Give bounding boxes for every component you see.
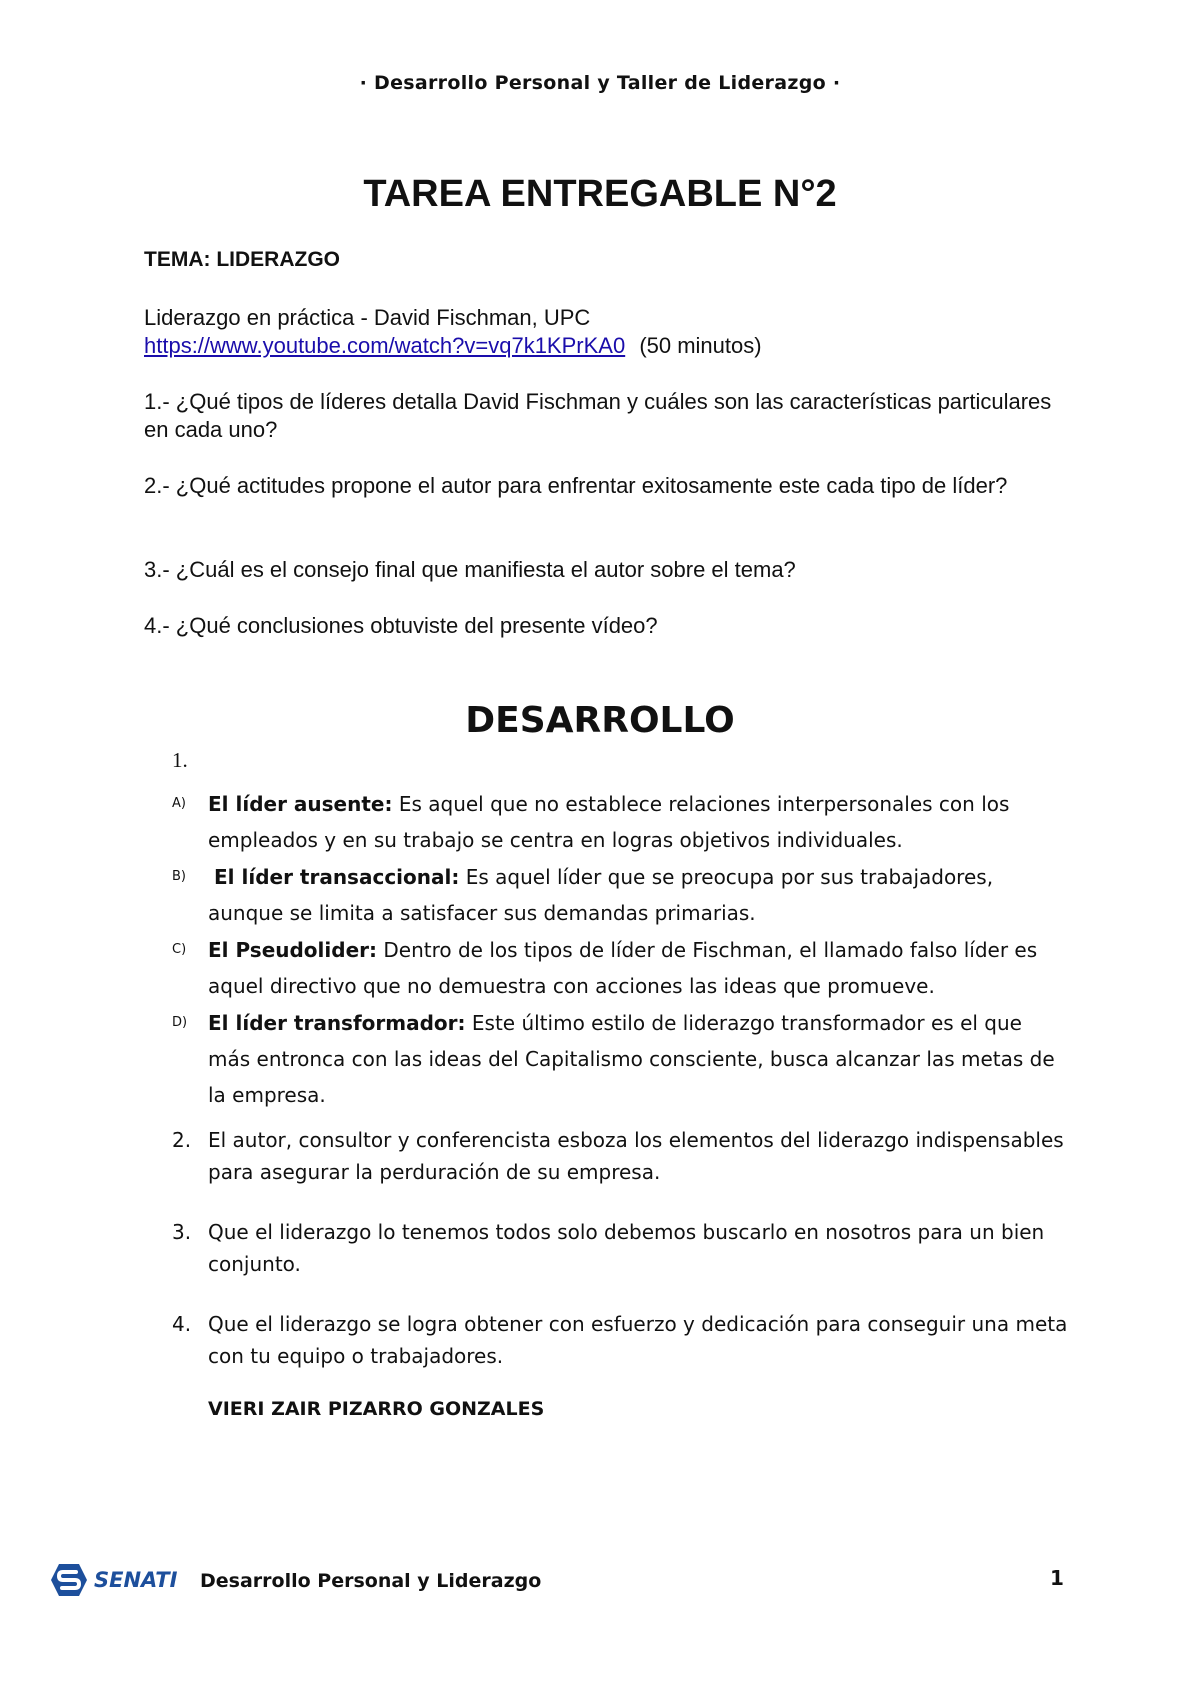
answer-number: 2. [172,1128,192,1152]
leader-item-d [172,1005,1072,1113]
leader-name: El líder transaccional: [214,865,460,889]
question-1: 1.- ¿Qué tipos de líderes detalla David Fischman y cuáles son las características particulares en cada uno? [144,389,1052,442]
answer-text: Que el liderazgo se logra obtener con esfuerzo y dedicación para conseguir una meta con tu equipo o trabajadores. [208,1312,1068,1368]
answer-number: 4. [172,1312,192,1336]
leader-name: El líder ausente: [208,792,393,816]
question-3: 3.- ¿Cuál es el consejo final que manifiesta el autor sobre el tema? [144,557,796,582]
document-title: TAREA ENTREGABLE N°2 [363,173,837,215]
author-name: VIERI ZAIR PIZARRO GONZALES [208,1398,545,1420]
answer-text: El autor, consultor y conferencista esboza los elementos del liderazgo indispensables para asegurar la perduración de su empresa. [208,1128,1064,1184]
video-title: Liderazgo en práctica - David Fischman, UPC [144,305,591,330]
video-duration: (50 minutos) [639,333,762,358]
leader-description: Es aquel líder que se preocupa por sus trabajadores, aunque se limita a satisfacer sus demandas primarias. [208,865,994,925]
senati-logo-text: SENATI [94,1568,178,1592]
topic-label: TEMA: LIDERAZGO [144,248,340,271]
leader-letter: C) [172,942,187,957]
footer-title: Desarrollo Personal y Liderazgo [200,1570,542,1592]
leader-name: El líder transformador: [208,1011,466,1035]
page-header: · Desarrollo Personal y Taller de Liderazgo · [359,72,841,94]
answer-3 [172,1216,1072,1280]
leader-description: Es aquel que no establece relaciones interpersonales con los empleados y en su trabajo se centra en logras objetivos individuales. [208,792,1010,852]
leader-description: Dentro de los tipos de líder de Fischman, el llamado falso líder es aquel directivo que no demuestra con acciones las ideas que promueve. [208,938,1038,998]
answer-2 [172,1124,1072,1188]
video-link[interactable]: https://www.youtube.com/watch?v=vq7k1KPrKA0 [144,333,626,358]
senati-logo-icon [50,1563,88,1597]
answer-number: 3. [172,1220,192,1244]
leader-item-b [172,859,1072,931]
leader-name: El Pseudolider: [208,938,378,962]
leader-item-a [172,786,1072,858]
leader-letter: B) [172,869,186,884]
question-4: 4.- ¿Qué conclusiones obtuviste del presente vídeo? [144,613,658,638]
leader-letter: A) [172,796,186,811]
section-title: DESARROLLO [465,700,735,741]
page-number: 1 [1050,1566,1064,1590]
answer-1-number: 1. [172,748,188,772]
answer-4 [172,1308,1072,1372]
senati-logo [50,1560,177,1600]
question-2: 2.- ¿Qué actitudes propone el autor para enfrentar exitosamente este cada tipo de líder? [144,473,1008,498]
leader-description: Este último estilo de liderazgo transformador es el que más entronca con las ideas del Capitalismo consciente, busca alcanzar las metas de la empresa. [208,1011,1055,1107]
video-link-line [144,332,1064,360]
answer-text: Que el liderazgo lo tenemos todos solo debemos buscarlo en nosotros para un bien conjunto. [208,1220,1045,1276]
leader-letter: D) [172,1015,188,1030]
leader-item-c [172,932,1072,1004]
